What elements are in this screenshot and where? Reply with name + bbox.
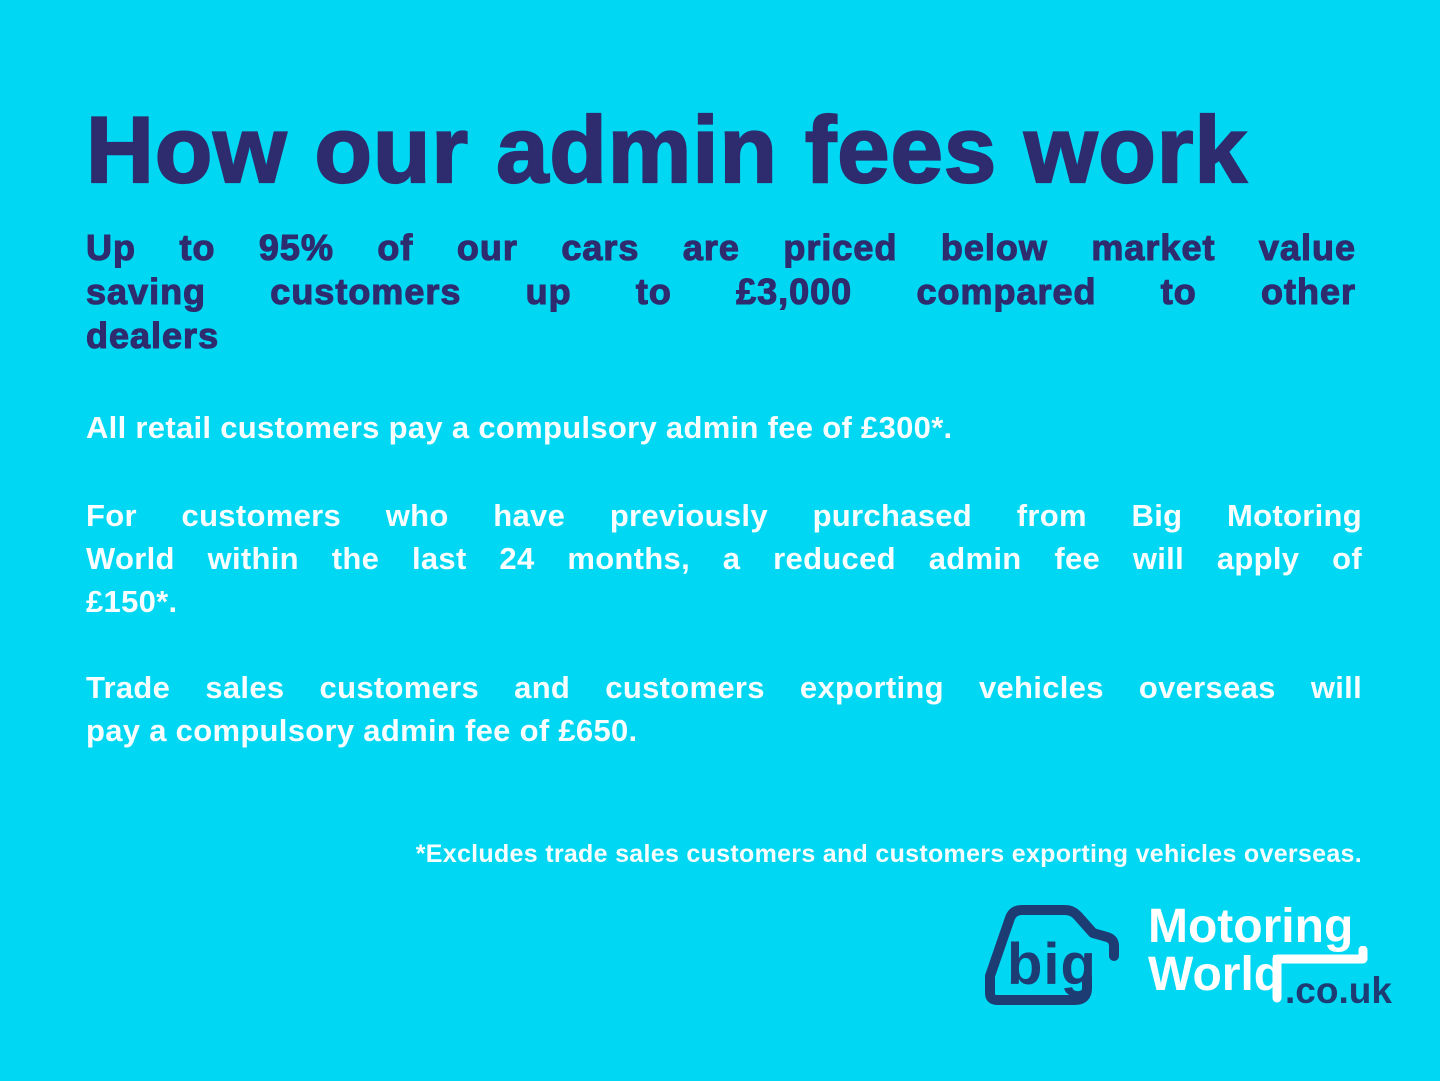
- paragraph-line: £150*.: [86, 584, 178, 619]
- big-car-logo-icon: [983, 896, 1141, 1014]
- logo-big-label: big: [1007, 932, 1097, 997]
- paragraph-retail-fee: [86, 406, 1362, 449]
- paragraph-line: World within the last 24 months, a reduced admin fee will apply of: [86, 541, 1362, 576]
- subheading-line: dealers: [86, 315, 220, 356]
- paragraph-line: All retail customers pay a compulsory admin fee of £300*.: [86, 410, 953, 445]
- subheading-line: Up to 95% of our cars are priced below market value: [86, 227, 1356, 268]
- subheading-line: saving customers up to £3,000 compared to other: [86, 271, 1356, 312]
- paragraph-repeat-customer-fee: [86, 494, 1362, 623]
- logo-motoring-label: Motoring: [1148, 900, 1354, 953]
- logo-domain-label: .co.uk: [1285, 970, 1392, 1011]
- footnote-exclusions: *Excludes trade sales customers and customers exporting vehicles overseas.: [415, 840, 1362, 868]
- subheading: [86, 226, 1356, 358]
- paragraph-line: pay a compulsory admin fee of £650.: [86, 713, 638, 748]
- paragraph-trade-export-fee: [86, 666, 1362, 752]
- paragraph-line: Trade sales customers and customers exporting vehicles overseas will: [86, 670, 1362, 705]
- paragraph-line: For customers who have previously purchased from Big Motoring: [86, 498, 1362, 533]
- big-motoring-world-logo: [983, 896, 1413, 1036]
- page-title: How our admin fees work: [86, 97, 1248, 202]
- logo-world-label: World: [1148, 948, 1284, 1001]
